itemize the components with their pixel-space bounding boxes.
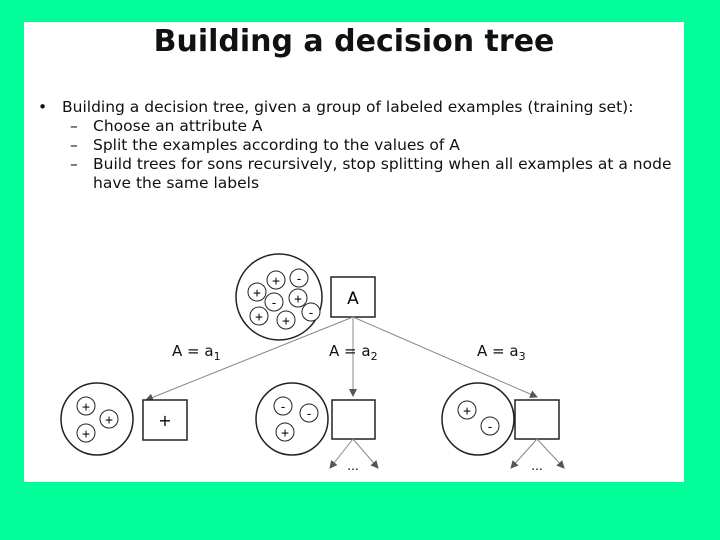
left-leaf-label: +	[158, 411, 172, 430]
sub-bullet-marker: –	[70, 136, 78, 154]
branch-label-a3: $A = a_3$	[477, 342, 526, 363]
root-examples-circle	[236, 254, 322, 340]
sub-bullet-marker: –	[70, 117, 78, 135]
right-child-examples-circle	[442, 383, 514, 455]
plus-sign: +	[82, 400, 90, 415]
minus-sign: -	[305, 407, 313, 422]
plus-sign: +	[272, 274, 280, 289]
plus-sign: +	[253, 286, 261, 301]
minus-sign: -	[279, 400, 287, 415]
bullet-text: Building a decision tree, given a group of labeled examples (training set):	[62, 98, 634, 116]
sub-bullet-text: Split the examples according to the values of A	[93, 136, 460, 154]
minus-sign: -	[486, 420, 494, 435]
right-node-box	[515, 400, 559, 439]
plus-sign: +	[281, 426, 289, 441]
branch-label-a1: $A = a_1$	[172, 342, 221, 363]
plus-sign: +	[105, 413, 113, 428]
decision-tree-diagram	[24, 22, 684, 482]
minus-sign: -	[307, 306, 315, 321]
root-node-label: A	[347, 289, 359, 309]
slide	[24, 22, 684, 482]
slide-title: Building a decision tree	[153, 24, 555, 59]
bullet-marker: •	[38, 98, 48, 116]
middle-child-examples-circle	[256, 383, 328, 455]
plus-sign: +	[82, 427, 90, 442]
plus-sign: +	[282, 314, 290, 329]
plus-sign: +	[463, 404, 471, 419]
middle-ellipsis: ...	[347, 459, 359, 473]
middle-node-box	[332, 400, 375, 439]
plus-sign: +	[294, 292, 302, 307]
minus-sign: -	[270, 296, 278, 311]
minus-sign: -	[295, 272, 303, 287]
right-ellipsis: ...	[531, 459, 543, 473]
branch-label-a2: $A = a_2$	[329, 342, 378, 363]
sub-bullet-text: Build trees for sons recursively, stop splitting when all examples at a node have the same labels	[93, 155, 672, 192]
sub-bullet-marker: –	[70, 155, 78, 173]
sub-bullet-text: Choose an attribute A	[93, 117, 263, 135]
plus-sign: +	[255, 310, 263, 325]
left-child-examples-circle	[61, 383, 133, 455]
